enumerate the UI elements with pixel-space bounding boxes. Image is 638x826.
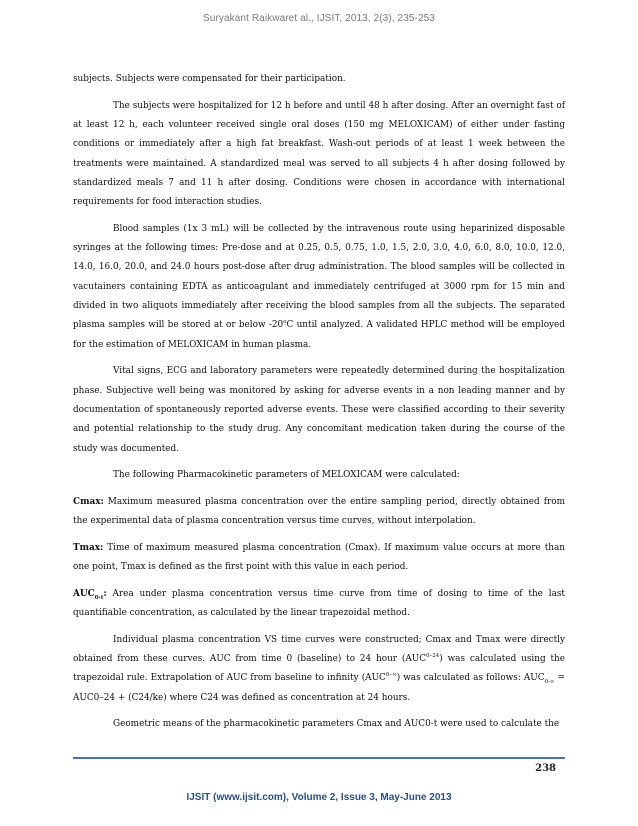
journal-footer: IJSIT (www.ijsit.com), Volume 2, Issue 3, May-June 2013 <box>186 792 452 803</box>
paragraph-hospitalization: The subjects were hospitalized for 12 h before and until 48 h after dosing. After an overnight fast of at least 12 h, each volunteer received single oral doses (150 mg MELOXICAM) of either under fasting conditions or immediately after a high fat breakfast. Wash-out periods of at least 1 week between the treatments were maintained. A standardized meal was served to all subjects 4 h after dosing followed by standardized meals 7 and 11 h after dosing. Conditions were chosen in accordance with international requirements for food interaction studies. <box>73 100 565 208</box>
auc-0-inf-sub: 0-∞ <box>544 679 555 686</box>
term-auc-main: AUC <box>73 588 95 599</box>
auc-0-24-sup: 0–24 <box>426 653 440 660</box>
paragraph-vital-signs: Vital signs, ECG and laboratory parameters were repeatedly determined during the hospitalization phase. Subjective well being was monitored by asking for adverse events in a non leading manner and by documentation of spontaneously reported adverse events. These were classified according to their severity and potential relationship to the study drug. Any concomitant medication taken during the course of the study was documented. <box>73 366 565 454</box>
definition-cmax-text: Maximum measured plasma concentration over the entire sampling period, directly obtained from the experimental data of plasma concentration versus time curves, without interpolation. <box>73 496 565 527</box>
degree-superscript: o <box>283 319 287 326</box>
paragraph-curves <box>73 631 565 708</box>
paragraph-continuation: subjects. Subjects were compensated for their participation. <box>73 74 346 84</box>
curves-text-a: Individual plasma concentration VS time curves were constructed; Cmax and Tmax were directly obtained from these curves. AUC from time 0 (baseline) to 24 hour (AUC <box>73 634 565 665</box>
definition-auc <box>73 585 565 624</box>
definition-tmax <box>73 539 565 578</box>
running-header: Suryakant Raikwaret al., IJSIT, 2013, 2(3), 235-253 <box>203 13 435 24</box>
blood-samples-text-a: Blood samples (1x 3 mL) will be collected by the intravenous route using heparinized disposable syringes at the following times: Pre-dose and at 0.25, 0.5, 0.75, 1.0, 1.5, 2.0, 3.0, 4.0, 6.0, 8.0, 10.0, 12.0, 14.0, 16.0, 20.0, and 24.0 hours post-dose after drug administration. The blood samples will be collected in vacutainers containing EDTA as anticoagulant and immediately centrifuged at 3000 rpm for 15 min and divided in two aliquots immediately after receiving the blood samples from all the subjects. The separated plasma samples will be stored at or below -20 <box>73 223 565 331</box>
curves-text-b: ) was calculated using the trapezoidal rule. Extrapolation of AUC from baseline to infinity (AUC <box>73 654 565 684</box>
term-auc-sub: 0-t <box>94 594 104 601</box>
term-auc-colon: : <box>103 588 107 599</box>
paragraph-pk-intro: The following Pharmacokinetic parameters of MELOXICAM were calculated: <box>113 470 460 481</box>
term-auc <box>73 589 107 599</box>
term-tmax: Tmax: <box>73 542 104 553</box>
footer-rule <box>73 757 565 759</box>
curves-text-c: ) was calculated as follows: AUC <box>396 673 545 684</box>
blood-samples-text-b: C until analyzed. A validated HPLC method will be employed for the estimation of MELOXICAM in human plasma. <box>73 320 565 350</box>
definition-tmax-text: Time of maximum measured plasma concentration (Cmax). If maximum value occurs at more than one point, Tmax is defined as the first point with this value in each period. <box>73 542 565 573</box>
body-text <box>73 70 565 742</box>
term-cmax: Cmax: <box>73 496 104 507</box>
definition-cmax <box>73 493 565 532</box>
definition-auc-text: Area under plasma concentration versus time curve from time of dosing to time of the last quantifiable concentration, as calculated by the linear trapezoidal method. <box>73 588 565 619</box>
paragraph-blood-samples <box>73 220 565 355</box>
paragraph-geometric-means: Geometric means of the pharmacokinetic parameters Cmax and AUC0-t were used to calculate the <box>113 719 560 730</box>
curves-text-d: = AUC0–24 + (C24/ke) where C24 was defined as concentration at 24 hours. <box>73 673 565 703</box>
auc-0-inf-sup: 0–∞ <box>385 672 397 679</box>
page-number: 238 <box>535 763 556 774</box>
